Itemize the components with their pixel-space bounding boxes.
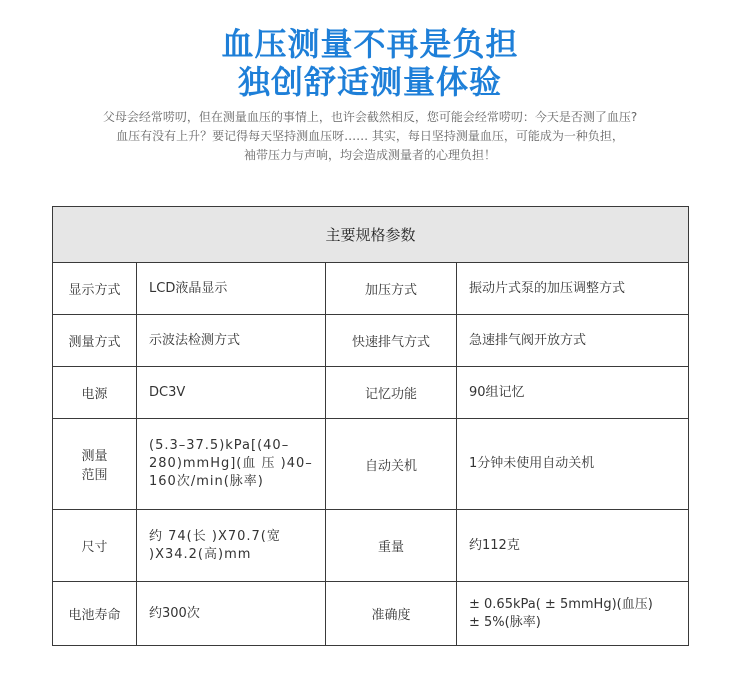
spec-value-line: 约 74(长 )X70.7(宽 <box>149 528 281 544</box>
spec-label <box>53 419 137 510</box>
spec-value-line: ± 0.65kPa( ± 5mmHg)(血压) <box>469 596 653 612</box>
spec-value: 示波法检测方式 <box>137 315 326 367</box>
spec-value-line: )X34.2(高)mm <box>149 546 252 562</box>
spec-value: 振动片式泵的加压调整方式 <box>457 263 689 315</box>
spec-value <box>457 582 689 646</box>
table-row <box>53 367 689 419</box>
intro-line: 父母会经常唠叨，但在测量血压的事情上，也许会截然相反，您可能会经常唠叨：今天是否测了血压? <box>102 110 638 124</box>
table-row <box>53 263 689 315</box>
spec-value-line: 280)mmHg](血 压 )40– <box>149 456 313 471</box>
spec-value: 急速排气阀开放方式 <box>457 315 689 367</box>
spec-label: 加压方式 <box>326 263 457 315</box>
spec-label: 尺寸 <box>53 510 137 582</box>
spec-value <box>137 510 326 582</box>
spec-value: 约112克 <box>457 510 689 582</box>
spec-label: 重量 <box>326 510 457 582</box>
spec-label: 记忆功能 <box>326 367 457 419</box>
spec-label-line: 测量 <box>81 449 108 464</box>
table-row <box>53 582 689 646</box>
spec-label: 测量方式 <box>53 315 137 367</box>
headline-line-1: 血压测量不再是负担 <box>221 25 519 63</box>
spec-label: 自动关机 <box>326 419 457 510</box>
spec-value: 约300次 <box>137 582 326 646</box>
spec-label: 显示方式 <box>53 263 137 315</box>
spec-label: 准确度 <box>326 582 457 646</box>
spec-value: LCD液晶显示 <box>137 263 326 315</box>
spec-label-line: 范围 <box>81 468 108 483</box>
spec-value: 1分钟未使用自动关机 <box>457 419 689 510</box>
spec-value-line: (5.3–37.5)kPa[(40– <box>149 438 290 453</box>
intro-line: 袖带压力与声响，均会造成测量者的心理负担！ <box>243 148 496 162</box>
spec-label: 电池寿命 <box>53 582 137 646</box>
spec-value <box>137 419 326 510</box>
spec-value: 90组记忆 <box>457 367 689 419</box>
spec-value-line: ± 5%(脉率) <box>469 614 541 630</box>
spec-value: DC3V <box>137 367 326 419</box>
table-row <box>53 419 689 510</box>
spec-label: 快速排气方式 <box>326 315 457 367</box>
intro-line: 血压有没有上升？要记得每天坚持测血压呀…… 其实，每日坚持测量血压，可能成为一种负担， <box>116 129 624 143</box>
headline-line-2: 独创舒适测量体验 <box>237 63 502 101</box>
table-row <box>53 315 689 367</box>
spec-label: 电源 <box>53 367 137 419</box>
spec-table-title: 主要规格参数 <box>53 207 689 263</box>
spec-value-line: 160次/min(脉率) <box>149 474 264 489</box>
table-row <box>53 510 689 582</box>
intro-paragraph <box>0 108 740 165</box>
spec-table <box>52 206 689 646</box>
spec-table-header-row <box>53 207 689 263</box>
